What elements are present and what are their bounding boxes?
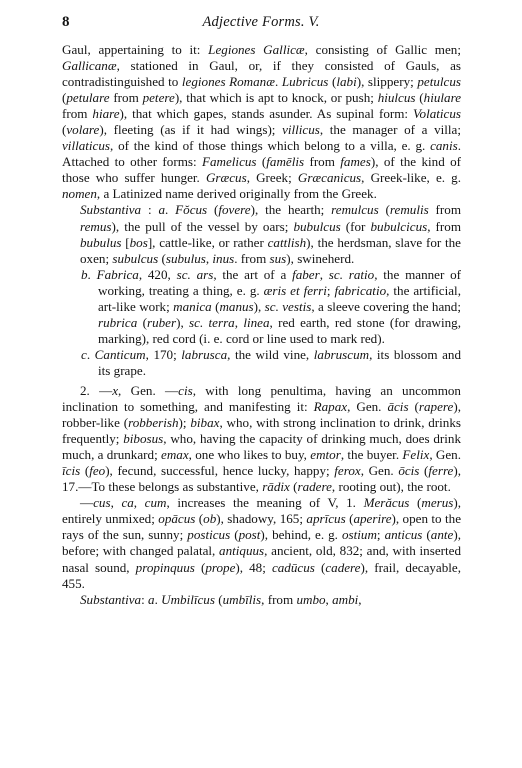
paragraph: 2. —x, Gen. —cis, with long penultima, having an uncommon inclination to something, and manifesting it: Rapax, Gen. ācis (rapere), robber-like (robberish); bibax, who, with strong inclination to drink, drinks frequently; bibosus, who, having the capacity of drinking much, does drink much, a drunkard; emax, one who likes to buy, emtor, the buyer. Felix, Gen. īcis (feo), fecund, successful, hence lucky, happy; ferox, Gen. ōcis (ferre), 17.—To these belongs as substantive, rādix (radere, rooting out), the root. [62,382,462,495]
paragraph: Substantiva : a. Fŏcus (fovere), the hearth; remulcus (remulis from remus), the pull of the vessel by oars; bubulcus (for bubulcicus, from bubulus [bos], cattle-like, or rather cattlish), the herdsman, slave for the oxen; subulcus (subulus, inus. from sus), swineherd. [80,202,462,266]
paragraph: —cus, ca, cum, increases the meaning of V, 1. Merăcus (merus), entirely unmixed; opācus (ob), shadowy, 165; aprīcus (aperire), open to the rays of the sun, sunny; posticus (post), behind, e. g. ostium; anticus (ante), before; with changed palatal, antiquus, ancient, old, 832; and, with inserted nasal sound, propinquus (prope), 48; cadūcus (cadere), frail, decayable, 455. [62,495,462,591]
paragraph: c. Canticum, 170; labrusca, the wild vine, labruscum, its blossom and its grape. [81,346,461,378]
page-header [62,14,460,34]
paragraph: b. Fabrica, 420, sc. ars, the art of a faber, sc. ratio, the manner of working, treating a thing, e. g. æris et ferri; fabricatio, the artificial, art-like work; manica (manus), sc. vestis, a sleeve covering the hand; rubrica (ruber), sc. terra, linea, red earth, red stone (for drawing, marking), red cord (i. e. cord or line used to mark red). [81,266,462,346]
page-number: 8 [62,14,70,30]
paragraph: Substantiva: a. Umbilīcus (umbīlis, from umbo, ambi, [80,591,362,607]
paragraph: Gaul, appertaining to it: Legiones Gallicæ, consisting of Gallic men; Gallicanæ, stationed in Gaul, or, if they consisted of Gauls, as contradistinguished to legiones Romanæ. Lubricus (labi), slippery; petulcus (petulare from petere), that which is apt to knock, or push; hiulcus (hiulare from hiare), that which gapes, stands asunder. As supinal form: Volaticus (volare), fleeting (as if it had wings); villicus, the manager of a villa; villaticus, of the kind of those things which belong to a villa, e. g. canis. Attached to other forms: Famelicus (famēlis from fames), of the kind of those who suffer hunger. Græcus, Greek; Græcanicus, Greek-like, e. g. nomen, a Latinized name derived originally from the Greek. [62,42,462,202]
running-title: Adjective Forms. V. [202,14,320,30]
page-body [62,42,461,608]
